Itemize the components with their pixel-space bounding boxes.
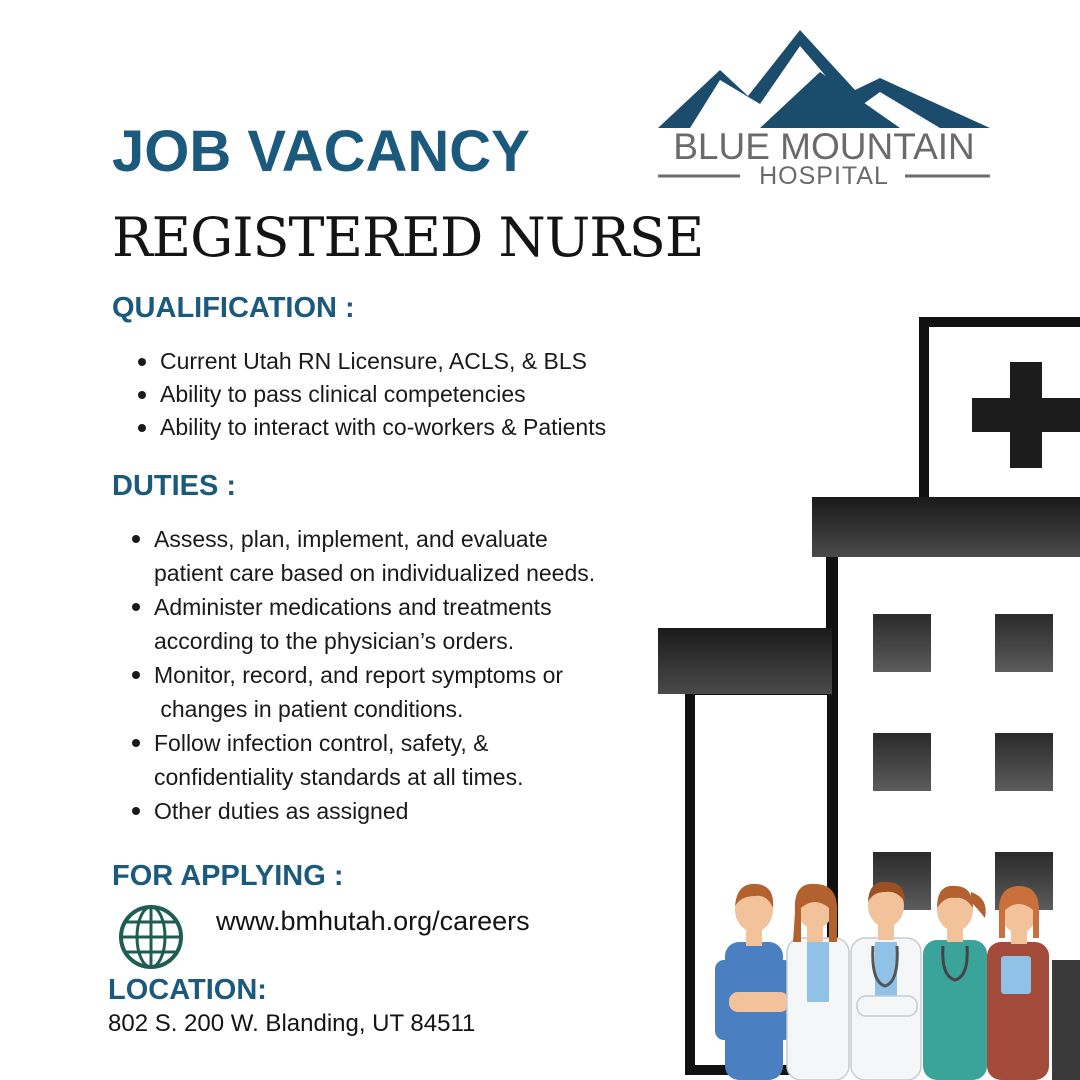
applying-heading: FOR APPLYING : [112,860,344,892]
duty-line: changes in patient conditions. [154,696,464,722]
duty-line: according to the physician’s orders. [154,628,515,654]
duty-line: patient care based on individualized needs. [154,560,596,586]
list-item [130,658,595,726]
duties-heading: DUTIES : [112,470,237,502]
list-item: Ability to pass clinical competencies [136,378,606,411]
list-item: Current Utah RN Licensure, ACLS, & BLS [136,345,606,378]
medical-staff-group-icon [715,872,1060,1080]
page-title: JOB VACANCY [112,119,530,184]
logo-name-line2: HOSPITAL [759,162,889,190]
globe-icon [118,904,184,970]
list-item [130,794,595,828]
qualification-list [136,345,606,444]
list-item [130,726,595,794]
duty-line: Monitor, record, and report symptoms or [154,662,564,688]
duty-line: confidentiality standards at all times. [154,764,524,790]
list-item [130,590,595,658]
duties-list [130,522,595,828]
duty-line: Administer medications and treatments [154,594,552,620]
list-item [130,522,595,590]
logo-name-line1: BLUE MOUNTAIN [673,126,975,167]
careers-link[interactable]: www.bmhutah.org/careers [216,906,530,936]
address-text: 802 S. 200 W. Blanding, UT 84511 [108,1010,476,1037]
duty-line: Follow infection control, safety, & [154,730,489,756]
location-heading: LOCATION: [108,974,267,1006]
duty-line: Other duties as assigned [154,798,409,824]
qualification-heading: QUALIFICATION : [112,292,355,324]
list-item: Ability to interact with co-workers & Patients [136,411,606,444]
duty-line: Assess, plan, implement, and evaluate [154,526,548,552]
job-position-title: REGISTERED NURSE [112,206,704,269]
